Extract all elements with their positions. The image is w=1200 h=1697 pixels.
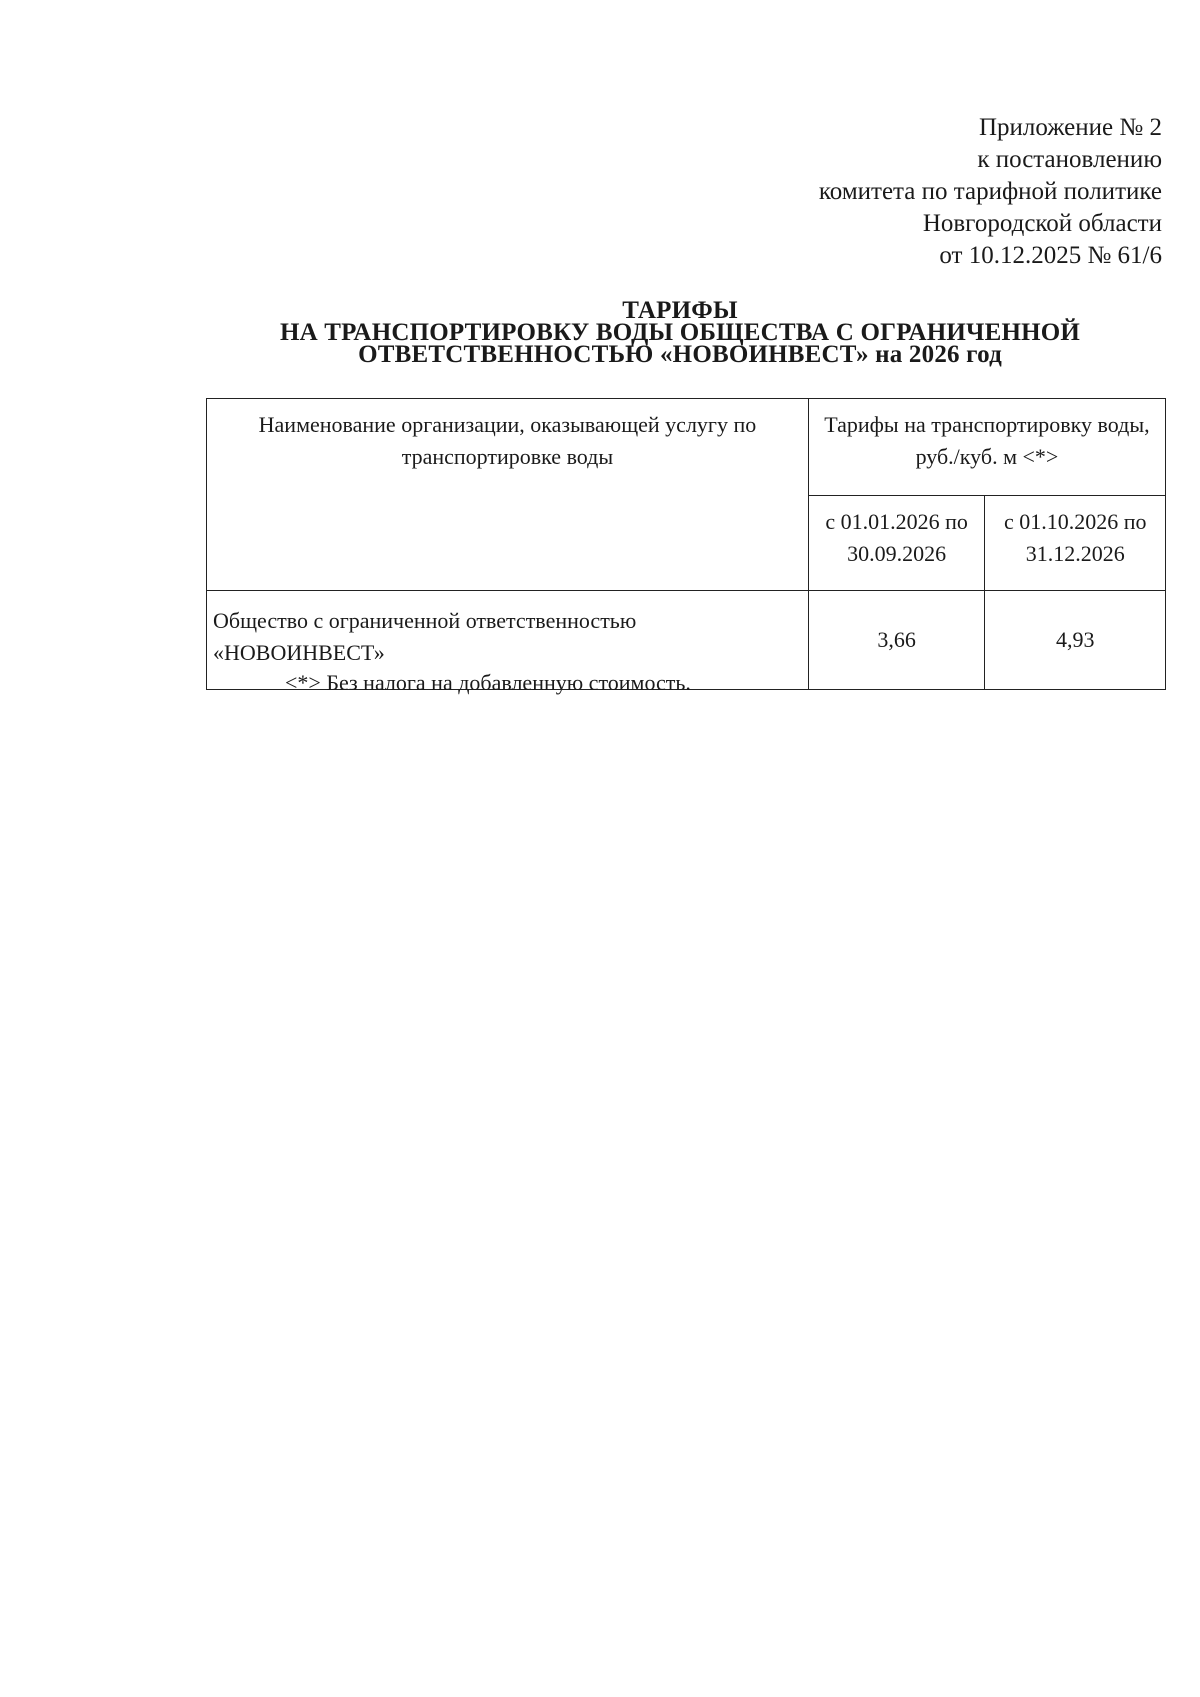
appendix-line: Новгородской области <box>922 210 1162 237</box>
appendix-header <box>819 112 1162 272</box>
header-org-name: Наименование организации, оказывающей услугу по транспортировке воды <box>207 399 809 591</box>
title-line-2: НА ТРАНСПОРТИРОВКУ ВОДЫ ОБЩЕСТВА С ОГРАНИЧЕННОЙ <box>279 319 1081 346</box>
row-period-1-value: 3,66 <box>808 591 985 690</box>
title-line-1: ТАРИФЫ <box>622 297 738 324</box>
appendix-line: комитета по тарифной политике <box>818 178 1162 205</box>
appendix-line: к постановлению <box>977 146 1162 173</box>
header-period-2: с 01.10.2026 по 31.12.2026 <box>985 496 1166 591</box>
appendix-line: Приложение № 2 <box>978 114 1162 141</box>
header-tariff: Тарифы на транспортировку воды, руб./куб. м <*> <box>808 399 1165 496</box>
appendix-line: от 10.12.2025 № 61/6 <box>939 242 1162 269</box>
table-header-row <box>207 399 1166 496</box>
tariff-table <box>206 398 1166 690</box>
row-period-2-value: 4,93 <box>985 591 1166 690</box>
title-line-3: ОТВЕТСТВЕННОСТЬЮ «НОВОИНВЕСТ» на 2026 год <box>358 341 1002 368</box>
footnote: <*> Без налога на добавленную стоимость. <box>285 670 691 695</box>
document-title <box>205 297 1155 368</box>
header-period-1: с 01.01.2026 по 30.09.2026 <box>808 496 985 591</box>
row-org-name: Общество с ограниченной ответственностью «НОВОИНВЕСТ» <box>207 591 809 690</box>
